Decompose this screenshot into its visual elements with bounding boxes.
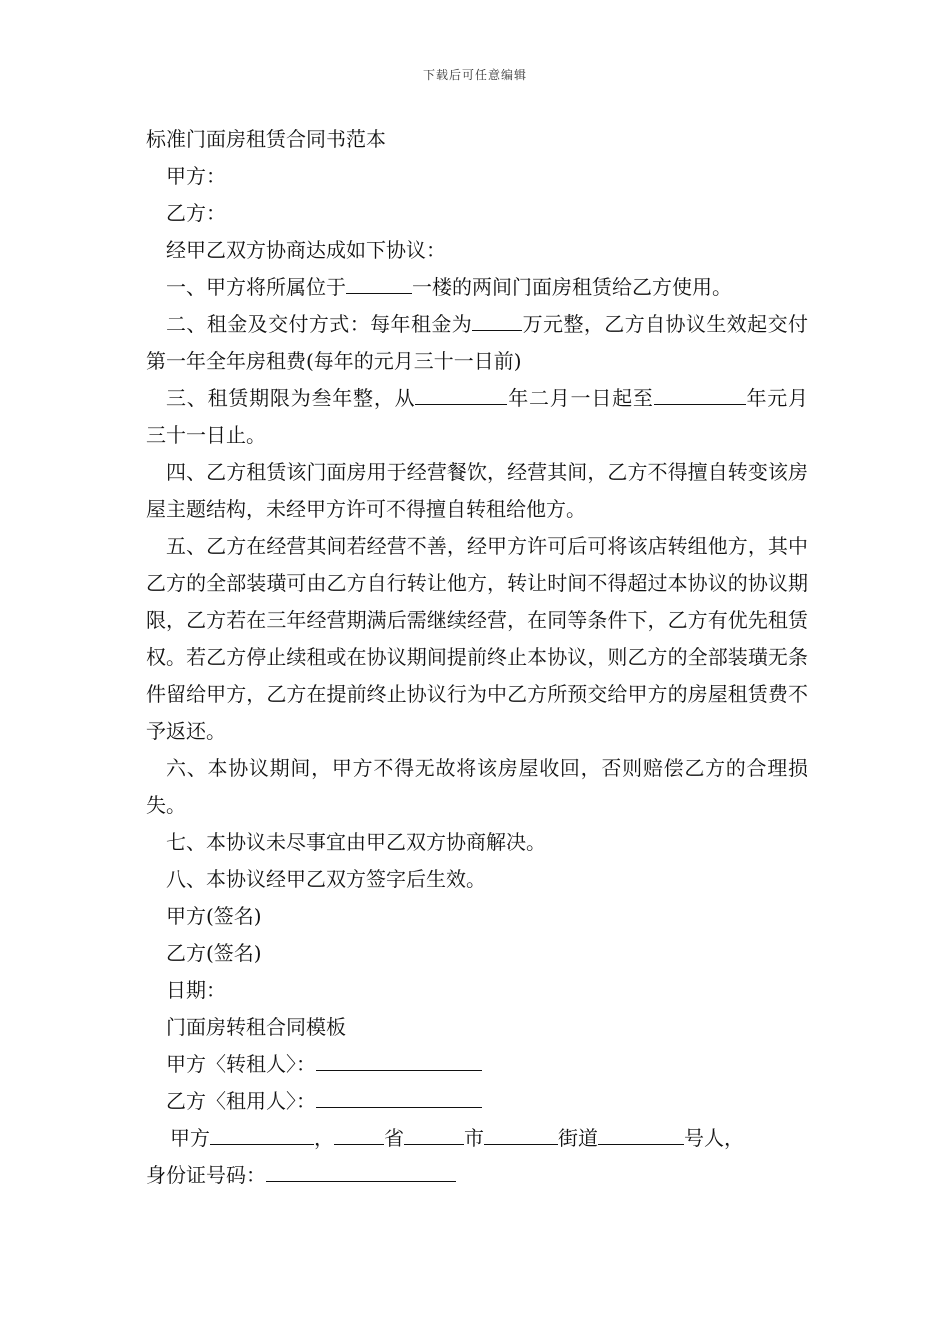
clause-4: 四、乙方租赁该门面房用于经营餐饮，经营其间，乙方不得擅自转变该房屋主题结构，未经甲方许可不得擅自转租给他方。 xyxy=(146,460,808,521)
id-number-label: 身份证号码： xyxy=(146,1163,266,1187)
blank-street[interactable] xyxy=(484,1120,558,1145)
id-number-line xyxy=(146,1157,808,1194)
document-title: 标准门面房租赁合同书范本 xyxy=(146,127,386,151)
signature-b: 乙方(签名) xyxy=(166,941,262,965)
clause-8: 八、本协议经甲乙双方签字后生效。 xyxy=(166,867,486,891)
intro-line: 经甲乙双方协商达成如下协议： xyxy=(166,238,446,262)
section-title-sublease: 门面房转租合同模板 xyxy=(166,1015,346,1039)
address-province-label: 省 xyxy=(384,1126,404,1150)
clause-3-mid: 年二月一日起至 xyxy=(507,386,654,410)
sublessor-line xyxy=(146,1046,808,1083)
address-street-label: 街道 xyxy=(558,1126,598,1150)
address-city-label: 市 xyxy=(464,1126,484,1150)
clause-1-post: 一楼的两间门面房租赁给乙方使用。 xyxy=(412,275,732,299)
clause-7: 七、本协议未尽事宜由甲乙双方协商解决。 xyxy=(166,830,546,854)
blank-id-number[interactable] xyxy=(266,1157,456,1182)
header-note: 下载后可任意编辑 xyxy=(422,68,527,82)
clause-3 xyxy=(146,380,808,454)
clause-3-pre: 三、租赁期限为叁年整，从 xyxy=(166,386,416,410)
address-line xyxy=(146,1120,808,1157)
blank-party-name[interactable] xyxy=(210,1120,314,1145)
address-comma: ， xyxy=(314,1126,334,1150)
blank-start-year[interactable] xyxy=(415,380,507,405)
lessee-line xyxy=(146,1083,808,1120)
clause-2 xyxy=(146,306,808,380)
blank-city[interactable] xyxy=(404,1120,464,1145)
clause-2-pre: 二、租金及交付方式：每年租金为 xyxy=(166,312,473,336)
clause-6: 六、本协议期间，甲方不得无故将该房屋收回，否则赔偿乙方的合理损失。 xyxy=(146,756,808,817)
blank-province[interactable] xyxy=(334,1120,384,1145)
lessee-label: 乙方〈租用人〉： xyxy=(166,1089,316,1113)
clause-3-post: 年元月三十一日止。 xyxy=(146,386,809,447)
sublessor-label: 甲方〈转租人〉： xyxy=(166,1052,316,1076)
blank-lessee[interactable] xyxy=(316,1083,482,1108)
clause-1-pre: 一、甲方将所属位于 xyxy=(166,275,346,299)
party-b-line: 乙方： xyxy=(166,201,226,225)
blank-end-year[interactable] xyxy=(654,380,746,405)
date-line: 日期： xyxy=(166,978,226,1002)
address-party: 甲方 xyxy=(170,1126,210,1150)
contract-document xyxy=(146,121,808,1194)
party-a-line: 甲方： xyxy=(166,164,226,188)
signature-a: 甲方(签名) xyxy=(166,904,262,928)
blank-house-number[interactable] xyxy=(598,1120,684,1145)
address-number-label: 号人， xyxy=(684,1126,744,1150)
blank-sublessor[interactable] xyxy=(316,1046,482,1071)
clause-1 xyxy=(146,269,808,306)
clause-5: 五、乙方在经营其间若经营不善，经甲方许可后可将该店转组他方，其中乙方的全部装璜可由乙方自行转让他方，转让时间不得超过本协议的协议期限，乙方若在三年经营期满后需继续经营，在同等条件下，乙方有优先租赁权。若乙方停止续租或在协议期间提前终止本协议，则乙方的全部装璜无条件留给甲方，乙方在提前终止协议行为中乙方所预交给甲方的房屋租赁费不予返还。 xyxy=(146,534,808,743)
blank-rent[interactable] xyxy=(472,306,522,331)
blank-location[interactable] xyxy=(346,269,412,294)
clause-2-post: 万元整，乙方自协议生效起交付第一年全年房租费(每年的元月三十一日前) xyxy=(146,312,809,373)
